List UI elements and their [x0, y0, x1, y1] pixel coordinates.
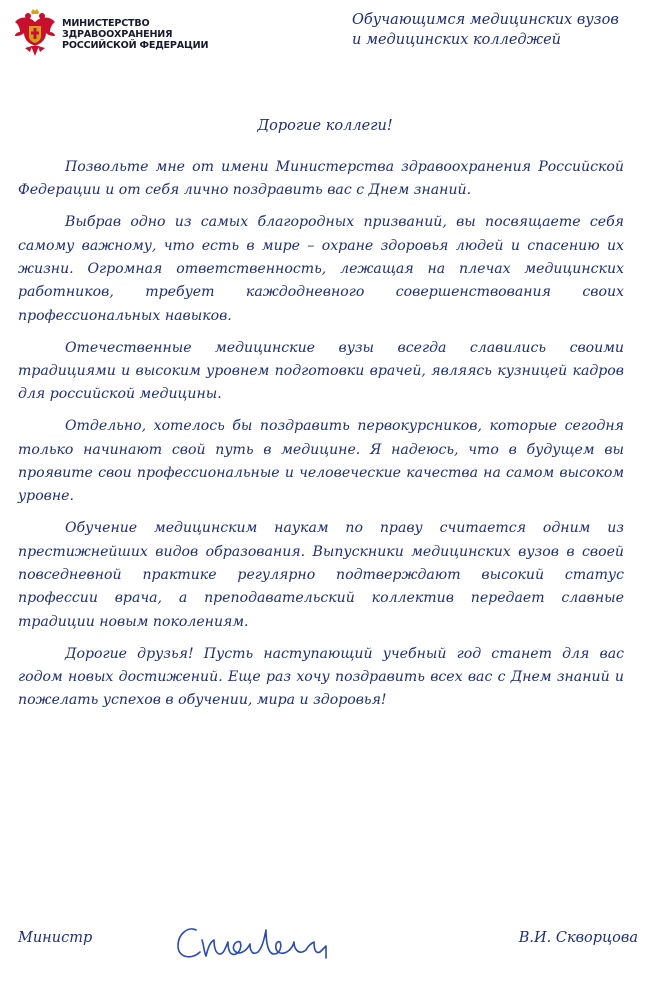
paragraph: Отечественные медицинские вузы всегда славились своими традициями и высоким уровнем подготовки врачей, являясь кузницей кадров для российской медицины.: [18, 339, 624, 403]
signatory-title: Министр: [18, 930, 93, 946]
signature-block: [0, 916, 650, 976]
paragraph: Отдельно, хотелось бы поздравить первокурсников, которые сегодня только начинают свой путь в медицине. Я надеюсь, что в будущем вы проявите свои профессиональные и человеческие качества на самом высоком уровне.: [18, 418, 624, 505]
letter-body: [18, 156, 624, 721]
paragraph: Позвольте мне от имени Министерства здравоохранения Российской Федерации и от себя лично поздравить вас с Днем знаний.: [18, 159, 624, 199]
addressee: [352, 10, 642, 50]
greeting: Дорогие коллеги!: [257, 118, 393, 134]
ministry-name-line-2: ЗДРАВООХРАНЕНИЯ: [62, 29, 173, 40]
addressee-line-2: и медицинских колледжей: [352, 32, 562, 48]
ministry-name-line-3: РОССИЙСКОЙ ФЕДЕРАЦИИ: [62, 40, 209, 51]
paragraph: Обучение медицинским наукам по праву считается одним из престижнейших видов образования. Выпускники медицинских вузов в своей повседневной практике регулярно подтверждают высокий статус профессии врача, а преподавательский коллектив передает славные традиции новым поколениям.: [18, 520, 624, 630]
paragraph: Выбрав одно из самых благородных призваний, вы посвящаете себя самому важному, что есть в мире – охране здоровья людей и спасению их жизни. Огромная ответственность, лежащая на плечах медицинских работников, требует каждодневного совершенствования своих профессиональных навыков.: [18, 214, 624, 324]
signatory-name: В.И. Скворцова: [518, 930, 638, 946]
handwritten-signature: [170, 916, 350, 968]
ministry-name-line-1: МИНИСТЕРСТВО: [62, 18, 150, 29]
ministry-name: [62, 18, 252, 51]
letterhead: [12, 8, 252, 60]
paragraph: Дорогие друзья! Пусть наступающий учебный год станет для вас годом новых достижений. Еще раз хочу поздравить всех вас с Днем знаний и пожелать успехов в обучении, мира и здоровья!: [18, 645, 624, 709]
double-headed-eagle-emblem-icon: [12, 8, 58, 60]
addressee-line-1: Обучающимся медицинских вузов: [352, 12, 619, 28]
